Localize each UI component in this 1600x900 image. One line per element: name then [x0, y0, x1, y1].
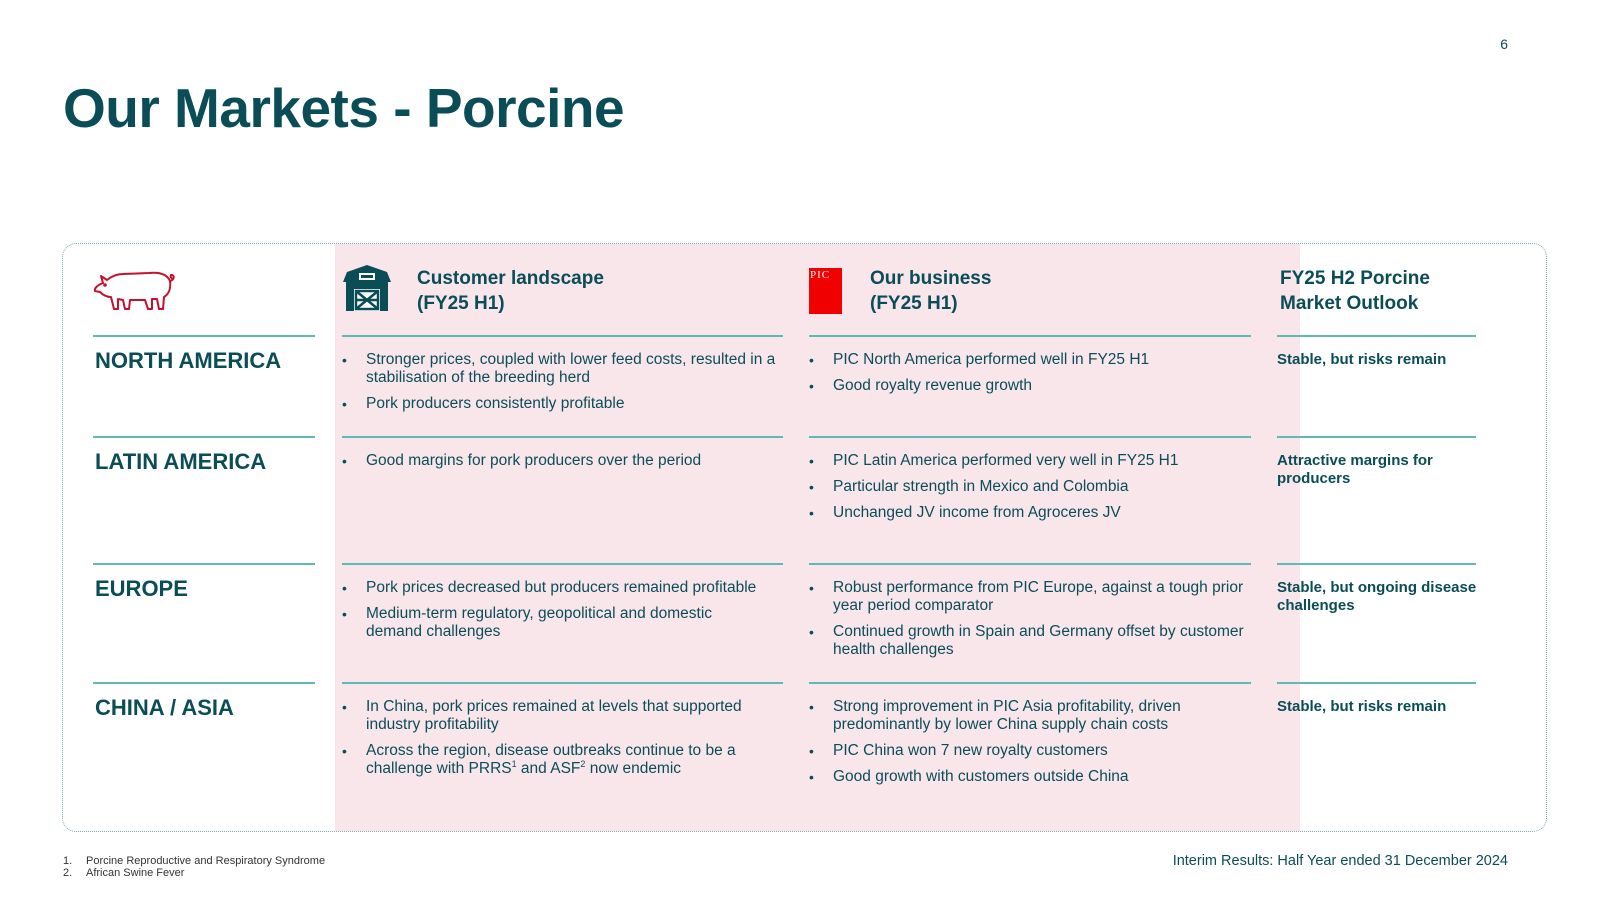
divider [809, 436, 1251, 438]
header-business-line2: (FY25 H1) [870, 293, 958, 314]
region-europe: EUROPE [95, 576, 188, 601]
list-item: • In China, pork prices remained at levels that supported industry profitability [342, 698, 787, 734]
customer-list-latin-america [342, 452, 787, 478]
divider [342, 563, 783, 565]
outlook-china-asia: Stable, but risks remain [1277, 698, 1447, 715]
footnote-text: African Swine Fever [86, 866, 185, 879]
header-customer-landscape [417, 266, 604, 316]
header-customer-line1: Customer landscape [417, 268, 604, 289]
list-item: • PIC North America performed well in FY25 H1 [809, 351, 1254, 369]
list-item: • Medium-term regulatory, geopolitical and domestic demand challenges [342, 605, 762, 641]
divider [1277, 335, 1476, 337]
header-business-line1: Our business [870, 268, 992, 289]
outlook-latin-america: Attractive margins for producers [1277, 452, 1433, 487]
list-item: • Particular strength in Mexico and Colombia [809, 478, 1254, 496]
divider [342, 436, 783, 438]
header-outlook-line2: Market Outlook [1280, 293, 1419, 314]
header-customer-line2: (FY25 H1) [417, 293, 505, 314]
list-item [342, 742, 762, 778]
list-item: • Good growth with customers outside China [809, 768, 1254, 786]
list-item: • Robust performance from PIC Europe, against a tough prior year period comparator [809, 579, 1254, 615]
business-list-latin-america [809, 452, 1254, 530]
list-item: • PIC Latin America performed very well in FY25 H1 [809, 452, 1254, 470]
list-item: • Pork producers consistently profitable [342, 395, 787, 413]
asf-text-a: Across the region, disease outbreaks continue to be a challenge with PRRS [366, 742, 736, 777]
business-list-europe [809, 579, 1254, 667]
region-north-america: NORTH AMERICA [95, 348, 282, 373]
divider [809, 563, 1251, 565]
header-market-outlook [1280, 266, 1430, 316]
footnote-2 [63, 868, 325, 880]
footnote-ref-1: 1 [511, 758, 517, 769]
divider [93, 335, 315, 337]
divider [809, 682, 1251, 684]
divider [93, 563, 315, 565]
footnote-1 [63, 856, 325, 868]
divider [342, 335, 783, 337]
list-item: • Good royalty revenue growth [809, 377, 1254, 395]
list-item: • Good margins for pork producers over the period [342, 452, 787, 470]
footnote-ref-2: 2 [580, 758, 586, 769]
header-outlook-line1: FY25 H2 Porcine [1280, 268, 1430, 289]
divider [342, 682, 783, 684]
footnote-text: Porcine Reproductive and Respiratory Syndrome [86, 855, 326, 867]
pic-logo [809, 268, 842, 314]
pic-logo-text: PIC [810, 269, 831, 281]
footnote-num: 2. [63, 866, 73, 879]
region-latin-america: LATIN AMERICA [95, 449, 267, 474]
divider [93, 682, 315, 684]
footnote-num: 1. [63, 855, 73, 867]
list-item: • PIC China won 7 new royalty customers [809, 742, 1254, 760]
pig-icon [93, 268, 177, 312]
outlook-europe: Stable, but ongoing disease challenges [1277, 579, 1477, 614]
list-item: • Pork prices decreased but producers remained profitable [342, 579, 762, 597]
list-item: • Stronger prices, coupled with lower feed costs, resulted in a stabilisation of the breeding herd [342, 351, 787, 387]
customer-list-china-asia [342, 698, 787, 786]
asf-text-b: and ASF [516, 760, 581, 777]
barn-icon [341, 264, 393, 312]
divider [809, 335, 1251, 337]
business-list-north-america [809, 351, 1254, 403]
region-china-asia: CHINA / ASIA [95, 695, 234, 720]
markets-panel [62, 243, 1547, 832]
divider [1277, 563, 1476, 565]
divider [1277, 682, 1476, 684]
business-list-china-asia [809, 698, 1254, 794]
asf-text-c: now endemic [585, 760, 682, 777]
footer-caption: Interim Results: Half Year ended 31 December 2024 [1172, 853, 1508, 869]
list-item: • Strong improvement in PIC Asia profitability, driven predominantly by lower China supply chain costs [809, 698, 1254, 734]
page-title: Our Markets - Porcine [63, 77, 625, 139]
outlook-north-america: Stable, but risks remain [1277, 351, 1447, 368]
customer-list-europe [342, 579, 762, 649]
footnotes [63, 856, 325, 879]
list-item: • Unchanged JV income from Agroceres JV [809, 504, 1254, 522]
header-our-business [870, 266, 991, 316]
divider [1277, 436, 1476, 438]
customer-list-north-america [342, 351, 787, 421]
page-number: 6 [1500, 36, 1508, 52]
list-item: • Continued growth in Spain and Germany offset by customer health challenges [809, 623, 1254, 659]
divider [93, 436, 315, 438]
